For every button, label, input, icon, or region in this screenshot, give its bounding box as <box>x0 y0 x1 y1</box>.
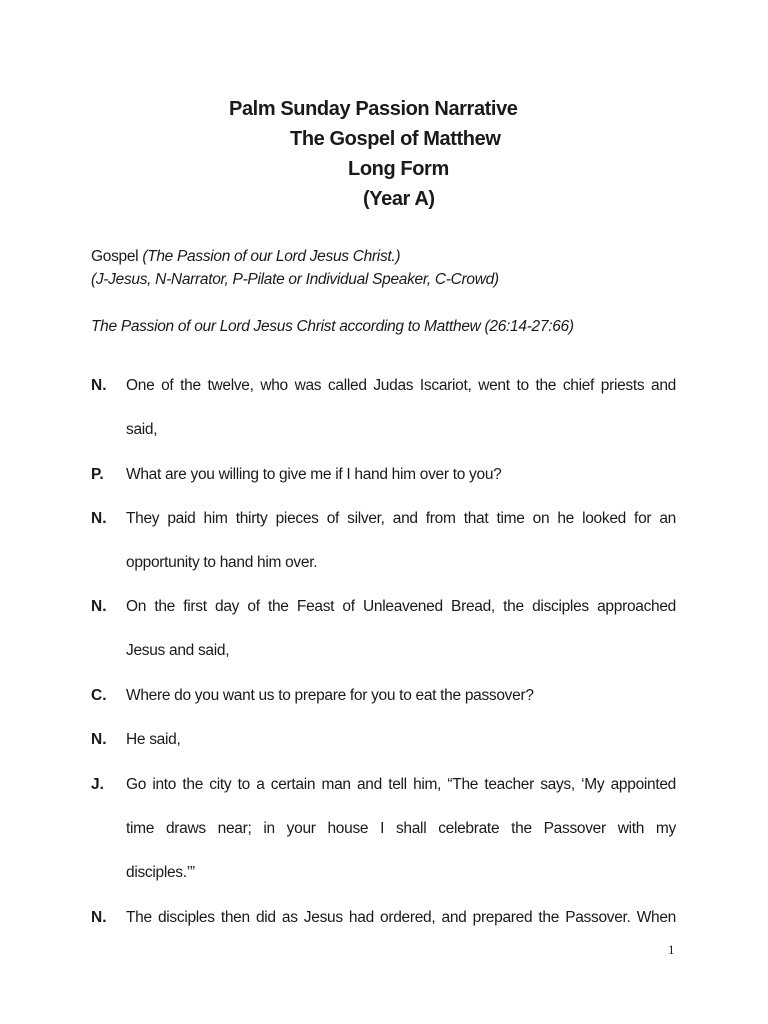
speaker-label: N. <box>91 731 107 748</box>
dialogue-line: Jesus and said, <box>126 642 230 659</box>
speaker-label: N. <box>91 377 107 394</box>
gospel-line <box>91 245 691 269</box>
dialogue-line: One of the twelve, who was called Judas Iscariot, went to the chief priests and <box>126 377 676 394</box>
title-line-3: Long Form <box>348 158 449 180</box>
speaker-key-text: (J-Jesus, N-Narrator, P-Pilate or Individual Speaker, C-Crowd) <box>91 271 499 288</box>
title-line-1: Palm Sunday Passion Narrative <box>229 98 518 120</box>
dialogue-line: said, <box>126 421 158 438</box>
reading-heading-text: The Passion of our Lord Jesus Christ according to Matthew (26:14-27:66) <box>91 318 574 335</box>
title-line-4: (Year A) <box>363 188 435 210</box>
speaker-key <box>91 268 691 292</box>
dialogue-line: Where do you want us to prepare for you to eat the passover? <box>126 687 534 704</box>
speaker-label: N. <box>91 598 107 615</box>
gospel-label: Gospel <box>91 248 143 265</box>
dialogue-line: disciples.’” <box>126 864 195 881</box>
speaker-label: N. <box>91 909 107 926</box>
dialogue-line: time draws near; in your house I shall celebrate the Passover with my <box>126 820 676 837</box>
speaker-label: P. <box>91 466 104 483</box>
page-number: 1 <box>668 942 675 957</box>
reading-heading <box>91 315 691 339</box>
speaker-label: C. <box>91 687 107 704</box>
dialogue-line: Go into the city to a certain man and tell him, “The teacher says, ‘My appointed <box>126 776 676 793</box>
speaker-label: N. <box>91 510 107 527</box>
dialogue-line: He said, <box>126 731 181 748</box>
gospel-subtitle: (The Passion of our Lord Jesus Christ.) <box>142 248 401 265</box>
dialogue-line: opportunity to hand him over. <box>126 554 318 571</box>
dialogue-line: On the first day of the Feast of Unleavened Bread, the disciples approached <box>126 598 676 615</box>
dialogue-line: They paid him thirty pieces of silver, and from that time on he looked for an <box>126 510 676 527</box>
dialogue-line: The disciples then did as Jesus had ordered, and prepared the Passover. When <box>126 909 676 926</box>
title-line-2: The Gospel of Matthew <box>290 128 501 150</box>
speaker-label: J. <box>91 776 104 793</box>
dialogue-line: What are you willing to give me if I hand him over to you? <box>126 466 502 483</box>
